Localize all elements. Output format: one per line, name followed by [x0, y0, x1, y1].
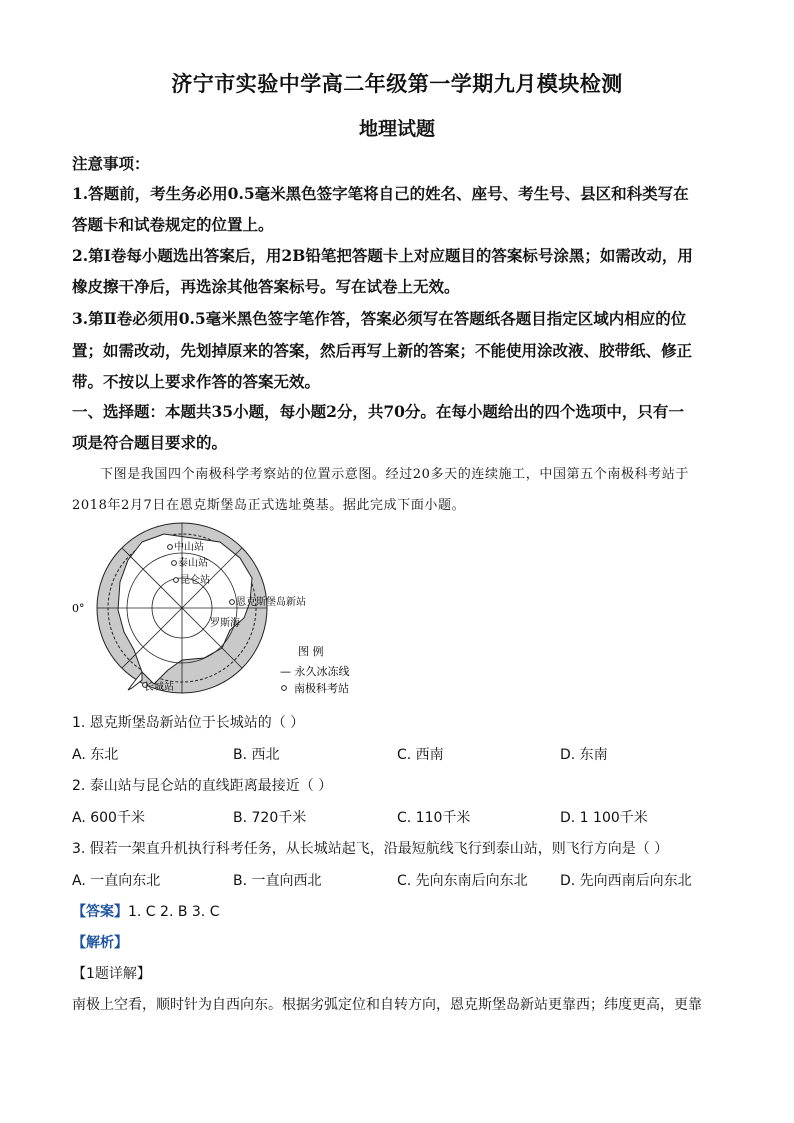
detail-label: 【1题详解】 — [72, 966, 151, 982]
q2-option-b: B. 720千米 — [233, 810, 307, 826]
question-3-stem: 3. 假若一架直升机执行科考任务，从长城站起飞，沿最短航线飞行到泰山站，则飞行方向是（ ） — [72, 841, 669, 857]
intro-line-2: 2018年2月7日在恩克斯堡岛正式选址奠基。据此完成下面小题。 — [72, 498, 466, 513]
q3-option-b: B. 一直向西北 — [233, 873, 322, 889]
notes-line-6: 置；如需改动，先划掉原来的答案，然后再写上新的答案；不能使用涂改液、胶带纸、修正 — [72, 341, 693, 360]
notes-line-3: 2.第Ⅰ卷每小题选出答案后，用2B铅笔把答题卡上对应题目的答案标号涂黑；如需改动，用 — [72, 246, 693, 265]
q1-option-a: A. 东北 — [72, 747, 119, 763]
legend-title: 图 例 — [298, 645, 324, 658]
notes-line-2: 答题卡和试卷规定的位置上。 — [72, 215, 274, 234]
section-line-2: 项是符合题目要求的。 — [72, 433, 228, 452]
label-zero-meridian: 0° — [72, 602, 85, 615]
q2-option-a: A. 600千米 — [72, 810, 145, 826]
q2-option-d: D. 1 100千米 — [560, 810, 648, 826]
station-enkesi-dot — [230, 600, 235, 605]
notes-line-5: 3.第Ⅱ卷必须用0.5毫米黑色签字笔作答，答案必须写在答题纸各题目指定区域内相应的位 — [72, 309, 687, 328]
answer-label: 【答案】 — [72, 904, 128, 920]
label-zhongshan: 中山站 — [174, 542, 204, 553]
q3-option-a: A. 一直向东北 — [72, 873, 161, 889]
analysis-label: 【解析】 — [72, 935, 128, 951]
exam-title: 济宁市实验中学高二年级第一学期九月模块检测 — [171, 71, 623, 96]
legend-dot-icon — [282, 686, 287, 691]
answer-values: 1. C 2. B 3. C — [128, 904, 220, 920]
intro-line-1: 下图是我国四个南极科学考察站的位置示意图。经过20多天的连续施工，中国第五个南极科考站于 — [100, 467, 689, 482]
q1-option-d: D. 东南 — [560, 747, 608, 763]
legend-line-item: — 永久冰冻线 — [280, 665, 350, 678]
label-changcheng: 长城站 — [144, 682, 174, 693]
label-enkesi: 恩克斯堡岛新站 — [236, 597, 306, 608]
q1-option-b: B. 西北 — [233, 747, 280, 763]
q3-option-c: C. 先向东南后向东北 — [397, 873, 528, 889]
legend-dot-item: 南极科考站 — [294, 682, 349, 695]
q1-option-c: C. 西南 — [397, 747, 444, 763]
station-zhongshan-dot — [168, 545, 173, 550]
antarctica-map — [72, 520, 382, 710]
question-1-stem: 1. 恩克斯堡岛新站位于长城站的（ ） — [72, 715, 305, 731]
exam-subtitle: 地理试题 — [358, 118, 435, 140]
q2-option-c: C. 110千米 — [397, 810, 471, 826]
analysis-row — [72, 932, 128, 952]
notes-line-7: 带。不按以上要求作答的答案无效。 — [72, 372, 321, 391]
station-kunlun-dot — [174, 578, 179, 583]
notes-line-4: 橡皮擦干净后，再选涂其他答案标号。写在试卷上无效。 — [72, 277, 460, 296]
section-line-1: 一、选择题：本题共35小题，每小题2分，共70分。在每小题给出的四个选项中，只有一 — [72, 402, 684, 421]
label-ross-sea: 罗斯海 — [210, 618, 240, 629]
q3-option-d: D. 先向西南后向东北 — [560, 873, 692, 889]
label-taishan: 泰山站 — [178, 558, 208, 569]
notes-heading: 注意事项： — [72, 154, 150, 173]
answer-row — [72, 901, 219, 921]
station-taishan-dot — [172, 561, 177, 566]
analysis-text: 南极上空看，顺时针为自西向东。根据劣弧定位和自转方向，恩克斯堡岛新站更靠西；纬度更高，更靠 — [72, 997, 702, 1013]
label-kunlun: 昆仑站 — [180, 575, 210, 586]
notes-line-1: 1.答题前，考生务必用0.5毫米黑色签字笔将自己的姓名、座号、考生号、县区和科类写在 — [72, 184, 689, 203]
question-2-stem: 2. 泰山站与昆仑站的直线距离最接近（ ） — [72, 778, 333, 794]
